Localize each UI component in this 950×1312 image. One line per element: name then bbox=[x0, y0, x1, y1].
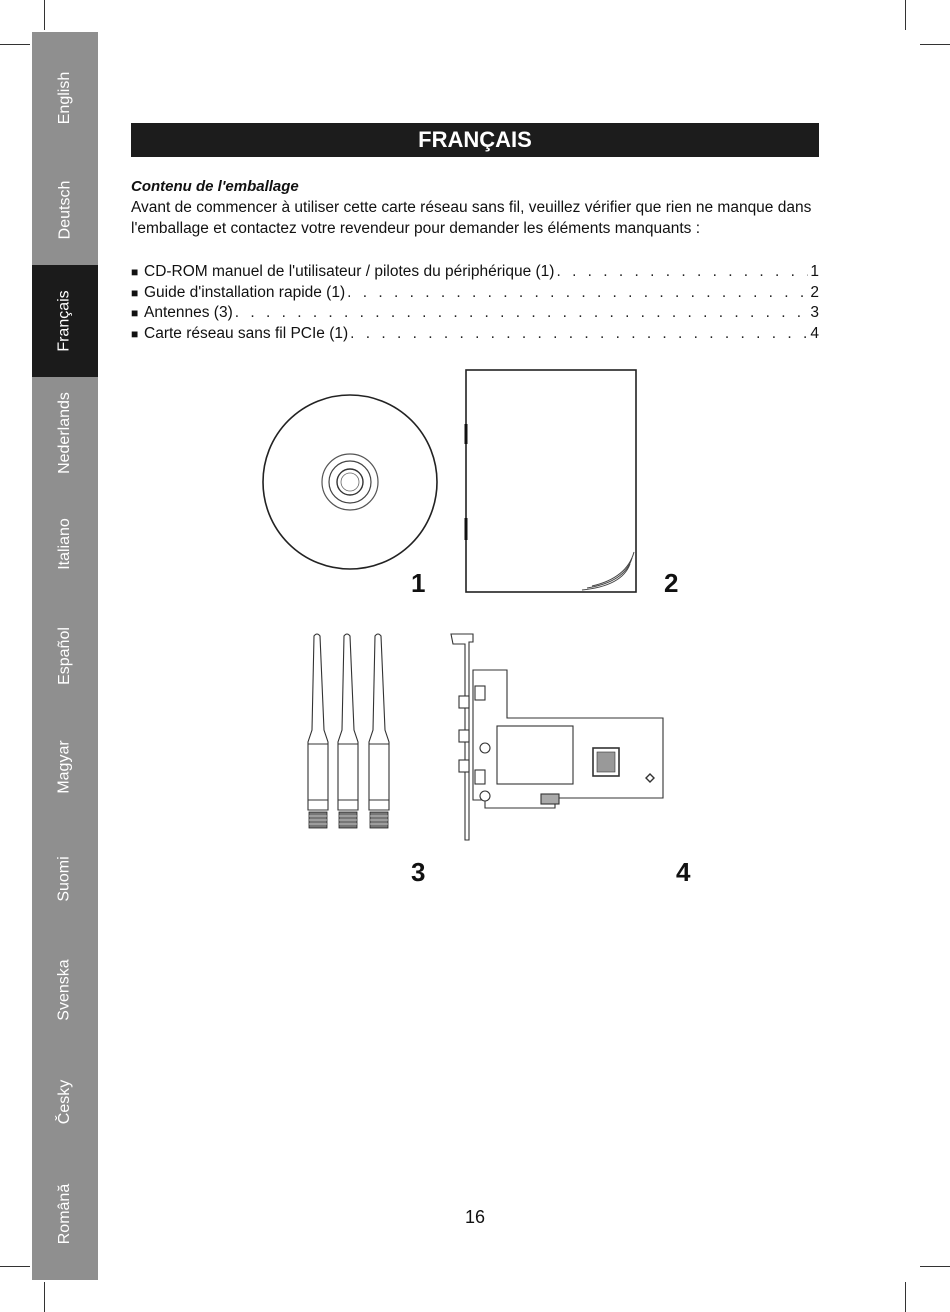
language-label: Česky bbox=[55, 1079, 73, 1125]
item-text: Guide d'installation rapide (1) bbox=[144, 283, 346, 301]
crop-mark bbox=[920, 44, 950, 45]
figure-label-4: 4 bbox=[676, 857, 691, 887]
item-number: 3 bbox=[810, 304, 819, 321]
language-label: Magyar bbox=[55, 740, 73, 794]
crop-mark bbox=[905, 1282, 906, 1312]
pcie-card-illustration bbox=[445, 630, 670, 842]
list-item bbox=[131, 284, 819, 305]
section-heading: Contenu de l'emballage bbox=[131, 178, 299, 195]
list-item bbox=[131, 263, 819, 284]
intro-paragraph: Avant de commencer à utiliser cette carte réseau sans fil, veuillez vérifier que rien ne manque dans l'emballage et contactez votre revendeur pour demander les éléments manquants : bbox=[131, 199, 812, 237]
dot-leader bbox=[556, 263, 808, 281]
bullet-icon: ■ bbox=[131, 326, 139, 341]
item-text: CD-ROM manuel de l'utilisateur / pilotes du périphérique (1) bbox=[144, 263, 555, 280]
language-tab-espanol[interactable] bbox=[32, 600, 98, 712]
language-tab-english[interactable] bbox=[32, 42, 98, 154]
page-title-bar bbox=[131, 123, 819, 157]
language-label: English bbox=[55, 71, 73, 125]
list-item bbox=[131, 325, 819, 346]
figure-label-3: 3 bbox=[411, 857, 426, 887]
antennas-illustration bbox=[300, 630, 400, 835]
figure-label-1: 1 bbox=[411, 568, 426, 598]
language-label: Română bbox=[55, 1183, 73, 1245]
language-label: Suomi bbox=[55, 856, 73, 902]
language-label: Nederlands bbox=[56, 392, 74, 474]
dot-leader bbox=[350, 325, 808, 343]
cd-rom-illustration bbox=[260, 392, 442, 574]
crop-mark bbox=[44, 0, 45, 30]
language-tab-svenska[interactable] bbox=[32, 934, 98, 1046]
item-number: 1 bbox=[810, 263, 819, 280]
language-tab-francais[interactable] bbox=[32, 265, 98, 377]
dot-leader bbox=[347, 284, 808, 302]
dot-leader bbox=[235, 304, 809, 322]
language-tab-cesky[interactable] bbox=[32, 1046, 98, 1158]
language-label: Español bbox=[55, 627, 73, 685]
crop-mark bbox=[920, 1266, 950, 1267]
language-label: Italiano bbox=[56, 518, 73, 570]
crop-mark bbox=[0, 1266, 30, 1267]
language-tab-magyar[interactable] bbox=[32, 711, 98, 823]
item-number: 4 bbox=[810, 324, 819, 342]
package-contents-list bbox=[131, 263, 819, 345]
crop-mark bbox=[905, 0, 906, 30]
quick-guide-illustration bbox=[462, 368, 642, 596]
crop-mark bbox=[0, 44, 30, 45]
item-text: Antennes (3) bbox=[144, 304, 233, 321]
item-number: 2 bbox=[810, 283, 819, 301]
language-label: Deutsch bbox=[55, 180, 73, 240]
language-sidebar bbox=[32, 32, 98, 1280]
page-title: FRANÇAIS bbox=[418, 127, 532, 152]
language-tab-deutsch[interactable] bbox=[32, 154, 98, 266]
figure-label-2: 2 bbox=[664, 568, 679, 598]
bullet-icon: ■ bbox=[131, 265, 139, 279]
item-text: Carte réseau sans fil PCIe (1) bbox=[144, 324, 349, 342]
bullet-icon: ■ bbox=[131, 306, 139, 320]
page-number: 16 bbox=[464, 1207, 486, 1227]
language-label: Svenska bbox=[56, 959, 73, 1021]
language-tab-suomi[interactable] bbox=[32, 823, 98, 935]
language-label: Français bbox=[55, 290, 73, 352]
language-tab-italiano[interactable] bbox=[32, 488, 98, 600]
crop-mark bbox=[44, 1282, 45, 1312]
language-tab-nederlands[interactable] bbox=[32, 377, 98, 489]
bullet-icon: ■ bbox=[131, 285, 139, 300]
list-item bbox=[131, 304, 819, 325]
